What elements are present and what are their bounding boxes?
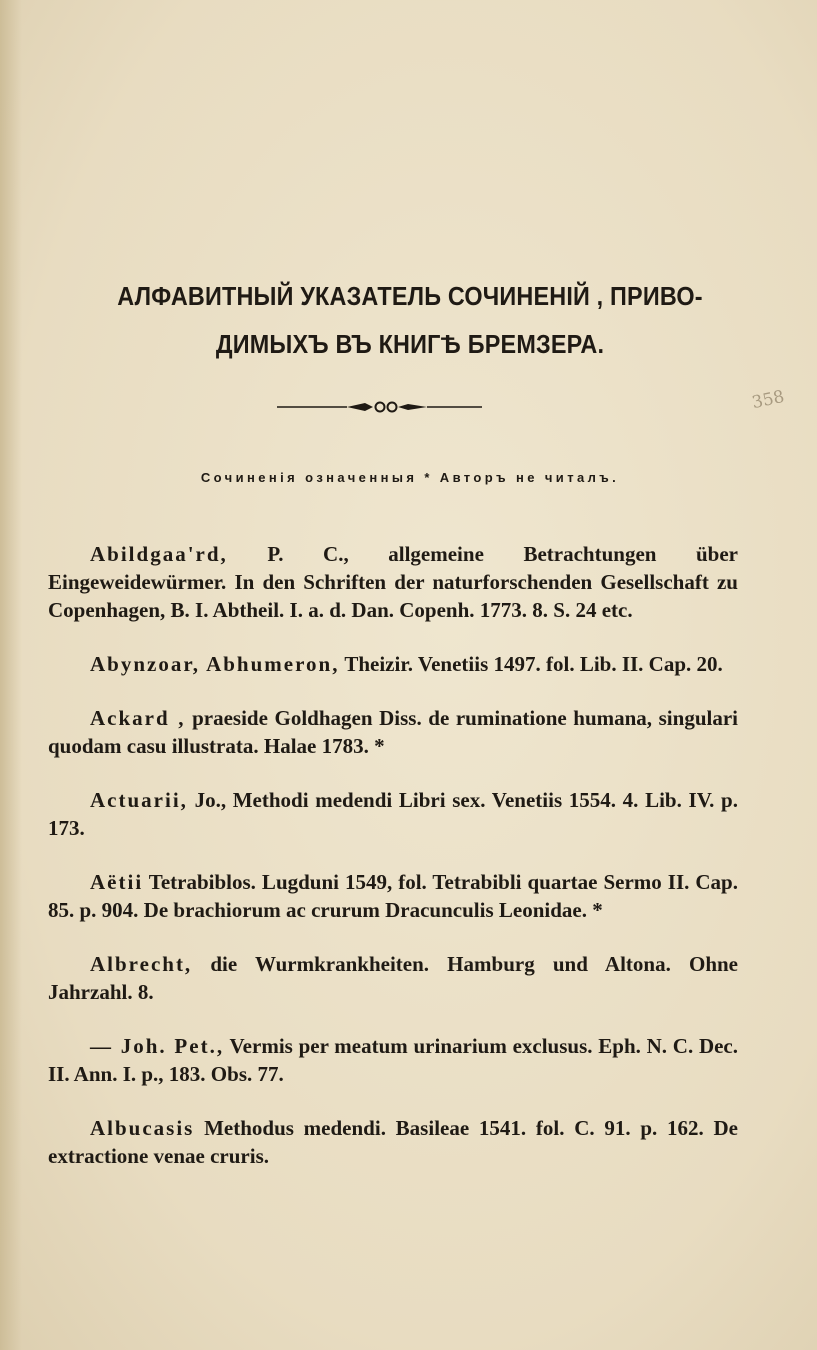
bibliography-entry <box>48 540 738 624</box>
entry-author: Actuarii, <box>90 788 188 812</box>
bibliography-list <box>48 540 738 1196</box>
bibliography-entry <box>48 786 738 842</box>
handwritten-page-number: 358 <box>750 386 787 414</box>
bibliography-entry <box>48 1114 738 1170</box>
ornament-divider-icon <box>277 398 487 414</box>
bibliography-entry <box>48 650 738 678</box>
entry-author: Aëtii <box>90 870 144 894</box>
entry-author: — Joh. Pet., <box>90 1034 225 1058</box>
bibliography-entry <box>48 1032 738 1088</box>
entry-text: die Wurmkrankheiten. Hamburg und Altona. Ohne Jahrzahl. 8. <box>48 952 738 1004</box>
entry-author: Albrecht, <box>90 952 193 976</box>
page-title <box>77 272 743 368</box>
entry-author: Ackard , <box>90 706 186 730</box>
entry-author: Abildgaa'rd, <box>90 542 228 566</box>
bibliography-entry <box>48 950 738 1006</box>
page-spine-shadow <box>0 0 22 1350</box>
entry-text: Theizir. Venetiis 1497. fol. Lib. II. Cap. 20. <box>339 652 723 676</box>
bibliography-entry <box>48 704 738 760</box>
entry-text: Methodus medendi. Basileae 1541. fol. C. 91. p. 162. De extractione venae cruris. <box>48 1116 738 1168</box>
entry-text: praeside Goldhagen Diss. de ruminatione humana, singulari quodam casu illustrata. Halae 1783. * <box>48 706 738 758</box>
entry-text: Tetrabiblos. Lugduni 1549, fol. Tetrabibli quartae Sermo II. Cap. 85. p. 904. De brachiorum ac crurum Dracunculis Leonidae. * <box>48 870 738 922</box>
legend-note: Сочиненiя означенныя * Авторъ не читалъ. <box>200 470 620 485</box>
entry-author: Albucasis <box>90 1116 195 1140</box>
entry-author: Abynzoar, Abhumeron, <box>90 652 340 676</box>
title-line-2: ДИМЫХЪ ВЪ КНИГѢ БРЕМЗЕРА. <box>215 329 605 359</box>
entry-text: Vermis per meatum urinarium exclusus. Eph. N. C. Dec. II. Ann. I. p., 183. Obs. 77. <box>48 1034 738 1086</box>
bibliography-entry <box>48 868 738 924</box>
title-line-1: АЛФАВИТНЫЙ УКАЗАТЕЛЬ СОЧИНЕНIЙ , ПРИВО- <box>117 281 703 311</box>
entry-text: P. C., allgemeine Betrachtungen über Eingeweidewürmer. In den Schriften der naturforschenden Gesellschaft zu Copenhagen, B. I. Abtheil. I. a. d. Dan. Copenh. 1773. 8. S. 24 etc. <box>48 542 738 622</box>
entry-text: Jo., Methodi medendi Libri sex. Venetiis 1554. 4. Lib. IV. p. 173. <box>48 788 738 840</box>
